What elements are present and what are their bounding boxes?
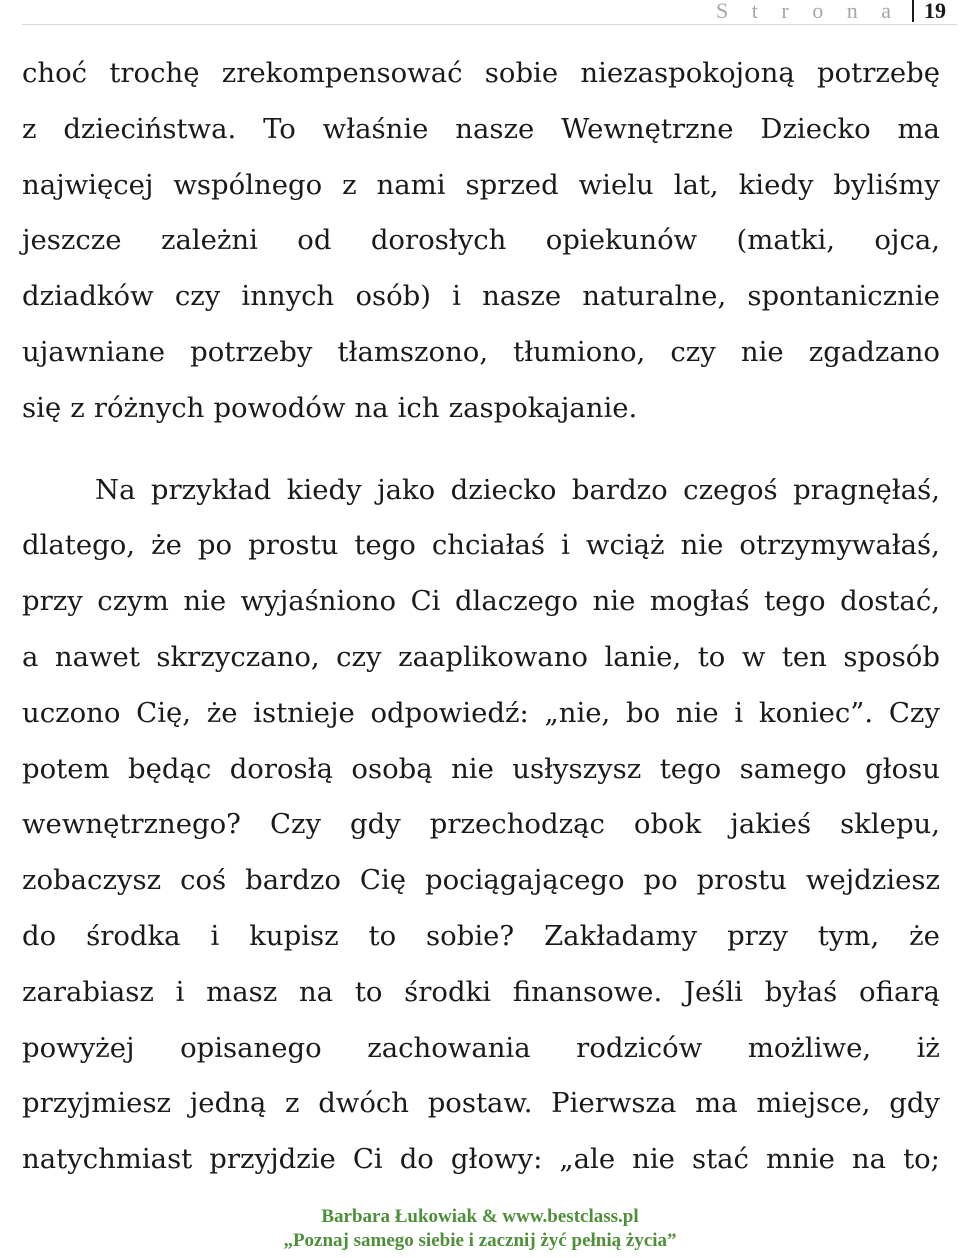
footer-motto: „Poznaj samego siebie i zacznij żyć pełnią życia”	[283, 1230, 677, 1251]
text-line: Na przykład kiedy jako dziecko bardzo czegoś pragnęłaś,	[95, 473, 940, 506]
text-line: do środka i kupisz to sobie? Zakładamy przy tym, że	[22, 919, 940, 952]
document-body	[22, 46, 940, 1188]
text-line: przyjmiesz jedną z dwóch postaw. Pierwsza ma miejsce, gdy	[22, 1087, 940, 1120]
header-rule	[22, 24, 957, 25]
text-line: zobaczysz coś bardzo Cię pociągającego po prostu wejdziesz	[22, 864, 940, 897]
text-line: ujawniane potrzeby tłamszono, tłumiono, czy nie zgadzano	[22, 335, 940, 368]
text-line: jeszcze zależni od dorosłych opiekunów (matki, ojca,	[22, 224, 940, 257]
header-separator	[912, 0, 914, 22]
text-line: dlatego, że po prostu tego chciałaś i wciąż nie otrzymywałaś,	[22, 529, 940, 562]
text-line: zarabiasz i masz na to środki finansowe. Jeśli byłaś ofiarą	[22, 975, 940, 1008]
text-line: potem będąc dorosłą osobą nie usłyszysz tego samego głosu	[22, 752, 940, 785]
paragraph	[22, 463, 940, 1188]
text-line: powyżej opisanego zachowania rodziców możliwe, iż	[22, 1031, 940, 1064]
footer-author: Barbara Łukowiak & www.bestclass.pl	[321, 1206, 639, 1227]
text-line: wewnętrznego? Czy gdy przechodząc obok jakieś sklepu,	[22, 808, 940, 841]
text-line: natychmiast przyjdzie Ci do głowy: „ale nie stać mnie na to;	[22, 1143, 940, 1176]
text-line: się z różnych powodów na ich zaspokajanie.	[22, 391, 638, 424]
text-line: najwięcej wspólnego z nami sprzed wielu lat, kiedy byliśmy	[22, 168, 940, 201]
text-line: dziadków czy innych osób) i nasze naturalne, spontanicznie	[22, 280, 940, 313]
page-label: S t r o n a	[716, 0, 900, 23]
text-line: choć trochę zrekompensować sobie niezaspokojoną potrzebę	[22, 57, 940, 89]
page-header	[0, 0, 960, 24]
paragraph-gap	[22, 437, 940, 463]
text-line: a nawet skrzyczano, czy zaaplikowano lanie, to w ten sposób	[22, 640, 940, 673]
page-number: 19	[924, 0, 946, 23]
text-line: z dzieciństwa. To właśnie nasze Wewnętrzne Dziecko ma	[22, 112, 940, 145]
text-line: przy czym nie wyjaśniono Ci dlaczego nie mogłaś tego dostać,	[22, 585, 940, 618]
text-line: uczono Cię, że istnieje odpowiedź: „nie, bo nie i koniec”. Czy	[22, 696, 940, 729]
paragraph	[22, 46, 940, 437]
